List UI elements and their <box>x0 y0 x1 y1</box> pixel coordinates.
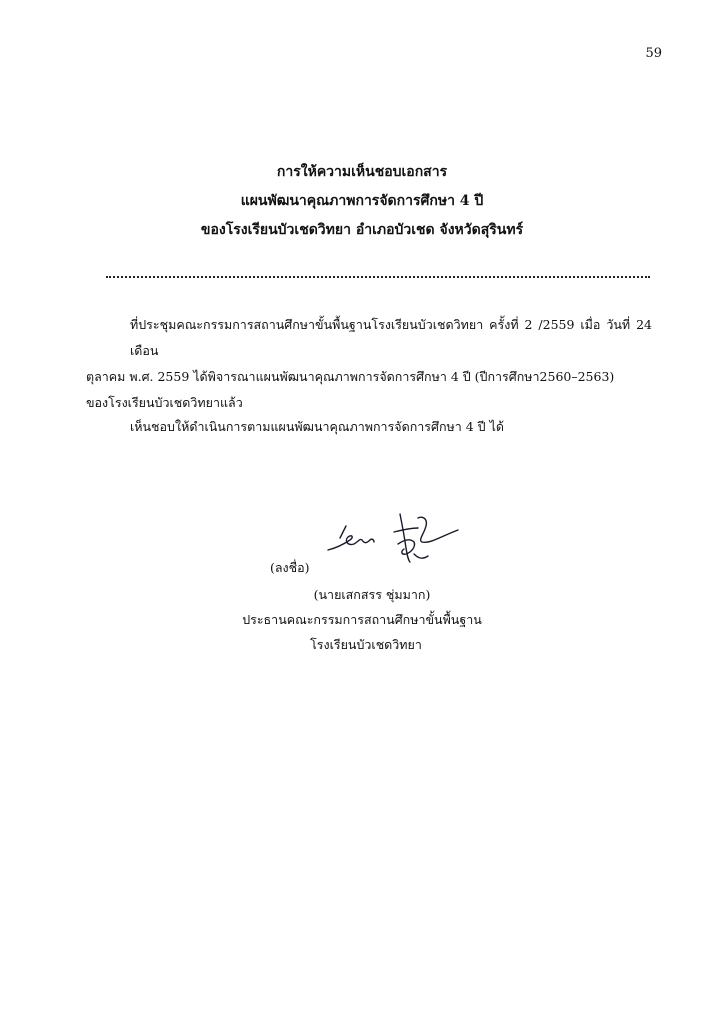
signatory-details <box>0 582 724 657</box>
title-line-2: แผนพัฒนาคุณภาพการจัดการศึกษา 4 ปี <box>240 193 484 209</box>
page-number: 59 <box>645 46 662 61</box>
endorsement-paragraph: เห็นชอบให้ดำเนินการตามแผนพัฒนาคุณภาพการจัดการศึกษา 4 ปี ได้ <box>130 419 504 434</box>
handwritten-signature <box>318 504 478 564</box>
signature-label: (ลงชื่อ) <box>270 560 310 575</box>
title-line-1: การให้ความเห็นชอบเอกสาร <box>276 164 448 180</box>
approval-paragraph-line-3: ของโรงเรียนบัวเชดวิทยาแล้ว <box>86 395 243 410</box>
approval-paragraph-line-2: ตุลาคม พ.ศ. 2559 ได้พิจารณาแผนพัฒนาคุณภาพการจัดการศึกษา 4 ปี (ปีการศึกษา2560–2563) <box>86 369 615 384</box>
title-line-3: ของโรงเรียนบัวเชดวิทยา อำเภอบัวเชด จังหวัดสุรินทร์ <box>200 222 524 238</box>
document-title <box>0 158 724 245</box>
dotted-divider <box>106 276 650 278</box>
approval-paragraph <box>86 312 652 416</box>
signature-block <box>0 500 724 660</box>
signatory-position: ประธานคณะกรรมการสถานศึกษาขั้นพื้นฐาน <box>242 612 482 627</box>
approval-paragraph-line-1: ที่ประชุมคณะกรรมการสถานศึกษาขั้นพื้นฐานโรงเรียนบัวเชดวิทยา ครั้งที่ 2 /2559 เมื่อ วันที่ 24 เดือน <box>130 317 652 358</box>
signatory-organization: โรงเรียนบัวเชดวิทยา <box>310 637 422 652</box>
signatory-name: (นายเสกสรร ชุ่มมาก) <box>313 587 431 602</box>
